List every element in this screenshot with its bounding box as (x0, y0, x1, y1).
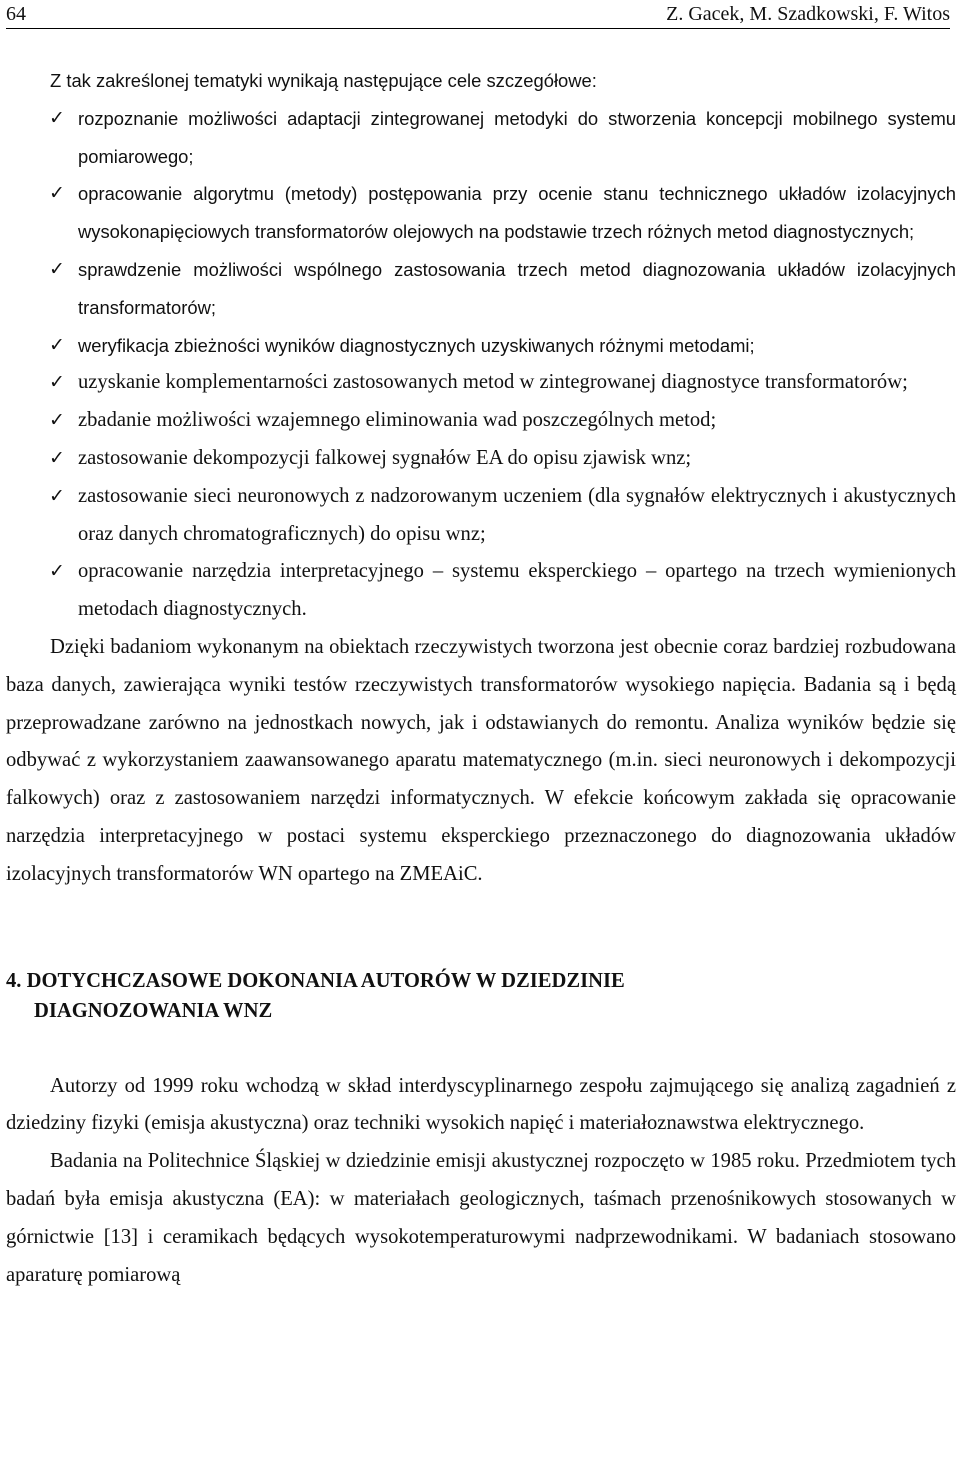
goal-text: uzyskanie komplementarności zastosowanych metod w zintegrowanej diagnostyce transformatorów; (78, 371, 908, 394)
goal-text: zastosowanie dekompozycji falkowej sygnałów EA do opisu zjawisk wnz; (78, 446, 692, 469)
goal-item (6, 175, 956, 251)
goal-text: opracowanie algorytmu (metody) postępowania przy ocenie stanu technicznego układów izolacyjnych wysokonapięciowych transformatorów olejowych na podstawie trzech różnych metod diagnostycznych; (78, 183, 956, 243)
goal-item (6, 251, 956, 327)
checkmark-icon: ✓ (49, 106, 65, 129)
goal-text: rozpoznanie możliwości adaptacji zintegrowanej metodyki do stworzenia koncepcji mobilnego systemu pomiarowego; (78, 107, 956, 167)
checkmark-icon: ✓ (49, 446, 65, 469)
goal-text: opracowanie narzędzia interpretacyjnego – systemu eksperckiego – opartego na trzech wymienionych metodach diagnostycznych. (78, 560, 956, 621)
paragraph-research-history: Badania na Politechnice Śląskiej w dziedzinie emisji akustycznej rozpoczęto w 1985 roku. Przedmiotem tych badań była emisja akustyczna (EA): w materiałach geologicznych, taśmach przenośnikowych stosowanych w górnictwie [13] i ceramikach będących wysokotemperaturowymi nadprzewodnikami. W badaniach stosowano aparaturę pomiarową (6, 1150, 956, 1286)
goal-item (6, 440, 956, 478)
goal-item (6, 364, 956, 402)
page-body (6, 62, 956, 1294)
running-header (6, 2, 950, 29)
heading-spacer (6, 1026, 956, 1068)
goal-item (6, 100, 956, 176)
checkmark-icon: ✓ (49, 371, 65, 394)
checkmark-icon: ✓ (49, 333, 65, 356)
section-heading-line-1: 4. DOTYCHCZASOWE DOKONANIA AUTORÓW W DZIEDZINIE (6, 969, 625, 992)
section-heading (6, 966, 956, 1026)
paragraph-team: Autorzy od 1999 roku wchodzą w skład interdyscyplinarnego zespołu zajmującego się analizą zagadnień z dziedziny fizyki (emisja akustyczna) oraz techniki wysokich napięć i materiałoznawstwa elektrycznego. (6, 1074, 956, 1135)
goal-item (6, 327, 956, 365)
paragraph-database: Dzięki badaniom wykonanym na obiektach rzeczywistych tworzona jest obecnie coraz bardziej rozbudowana baza danych, zawierająca wyniki testów rzeczywistych transformatorów wysokiego napięcia. Badania są i będą przeprowadzane zarówno na jednostkach nowych, jak i odstawianych do remontu. Analiza wyników będzie się odbywać z wykorzystaniem zaawansowanego aparatu matematycznego (m.in. sieci neuronowych i dekompozycji falkowych) oraz z zastosowaniem narzędzi informatycznych. W efekcie końcowym zakłada się opracowanie narzędzia interpretacyjnego w postaci systemu eksperckiego przeznaczonego do diagnozowania układów izolacyjnych transformatorów WN opartego na ZMEAiC. (6, 635, 956, 885)
page-number: 64 (6, 3, 26, 25)
goals-list (6, 100, 956, 629)
checkmark-icon: ✓ (49, 560, 65, 583)
goal-item (6, 553, 956, 629)
goal-item (6, 478, 956, 554)
goal-text: sprawdzenie możliwości wspólnego zastosowania trzech metod diagnozowania układów izolacyjnych transformatorów; (78, 258, 956, 318)
running-header-authors: Z. Gacek, M. Szadkowski, F. Witos (666, 3, 950, 25)
checkmark-icon: ✓ (49, 484, 65, 507)
checkmark-icon: ✓ (49, 182, 65, 205)
section-heading-line-2: DIAGNOZOWANIA WNZ (34, 999, 273, 1022)
goal-text: zbadanie możliwości wzajemnego eliminowania wad poszczególnych metod; (78, 409, 717, 432)
goal-text: weryfikacja zbieżności wyników diagnostycznych uzyskiwanych różnymi metodami; (78, 334, 755, 356)
goal-item (6, 402, 956, 440)
checkmark-icon: ✓ (49, 257, 65, 280)
goal-text: zastosowanie sieci neuronowych z nadzorowanym uczeniem (dla sygnałów elektrycznych i akustycznych oraz danych chromatograficznych) do opisu wnz; (78, 484, 956, 545)
checkmark-icon: ✓ (49, 409, 65, 432)
goals-intro: Z tak zakreślonej tematyki wynikają następujące cele szczegółowe: (50, 70, 597, 91)
section-spacer (6, 894, 956, 966)
